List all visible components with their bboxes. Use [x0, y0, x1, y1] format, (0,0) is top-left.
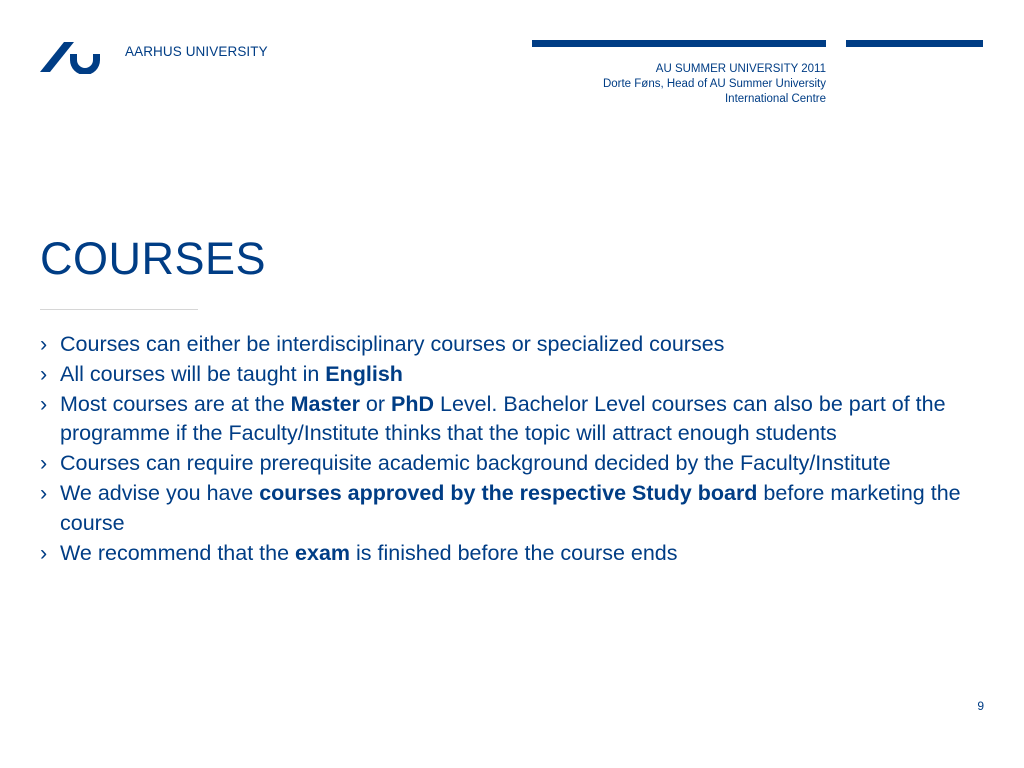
info-line-event: AU SUMMER UNIVERSITY 2011: [655, 63, 826, 75]
bullet-emphasis: English: [325, 361, 403, 386]
bullet-item: [40, 449, 980, 479]
brand-name: AARHUS UNIVERSITY: [125, 44, 268, 59]
header-accent-bar: [532, 40, 826, 47]
bullet-text: before marketing the course: [60, 480, 961, 535]
bullet-text: or: [359, 391, 392, 416]
bullet-text: All courses will be taught in: [60, 361, 326, 386]
chevron-right-icon: ›: [40, 480, 48, 505]
header-accent-bar-short: [846, 40, 983, 47]
chevron-right-icon: ›: [40, 540, 48, 565]
bullet-item: [40, 539, 980, 569]
chevron-right-icon: ›: [40, 451, 48, 476]
bullet-emphasis: PhD: [391, 391, 435, 416]
aarhus-university-logo-icon: [40, 40, 107, 74]
bullet-emphasis: Master: [290, 391, 360, 416]
bullet-item: [40, 479, 980, 539]
bullet-text: Courses can either be interdisciplinary courses or specialized courses: [60, 332, 725, 356]
bullet-text: We advise you have: [60, 480, 260, 505]
bullet-text: Most courses are at the: [60, 391, 291, 416]
bullet-item: [40, 330, 980, 360]
slide-title: COURSES: [40, 233, 267, 284]
presentation-info: [603, 62, 826, 107]
bullet-list: [40, 330, 980, 568]
chevron-right-icon: ›: [40, 361, 48, 386]
title-divider: [40, 309, 198, 310]
chevron-right-icon: ›: [40, 391, 48, 416]
info-line-presenter: Dorte Føns, Head of AU Summer University: [602, 78, 826, 90]
bullet-text: Courses can require prerequisite academic background decided by the Faculty/Institute: [60, 451, 891, 476]
bullet-item: [40, 360, 980, 390]
bullet-text: We recommend that the: [60, 540, 296, 565]
bullet-emphasis: courses approved by the respective Study board: [259, 480, 758, 505]
bullet-item: [40, 390, 980, 450]
bullet-text: is finished before the course ends: [350, 540, 678, 565]
bullet-emphasis: exam: [295, 540, 351, 565]
chevron-right-icon: ›: [40, 332, 48, 356]
bullet-text: Level. Bachelor Level courses can also be part of the programme if the Faculty/Institute thinks that the topic will attract enough students: [60, 391, 946, 446]
info-line-department: International Centre: [724, 93, 826, 105]
page-number: 9: [977, 699, 984, 713]
